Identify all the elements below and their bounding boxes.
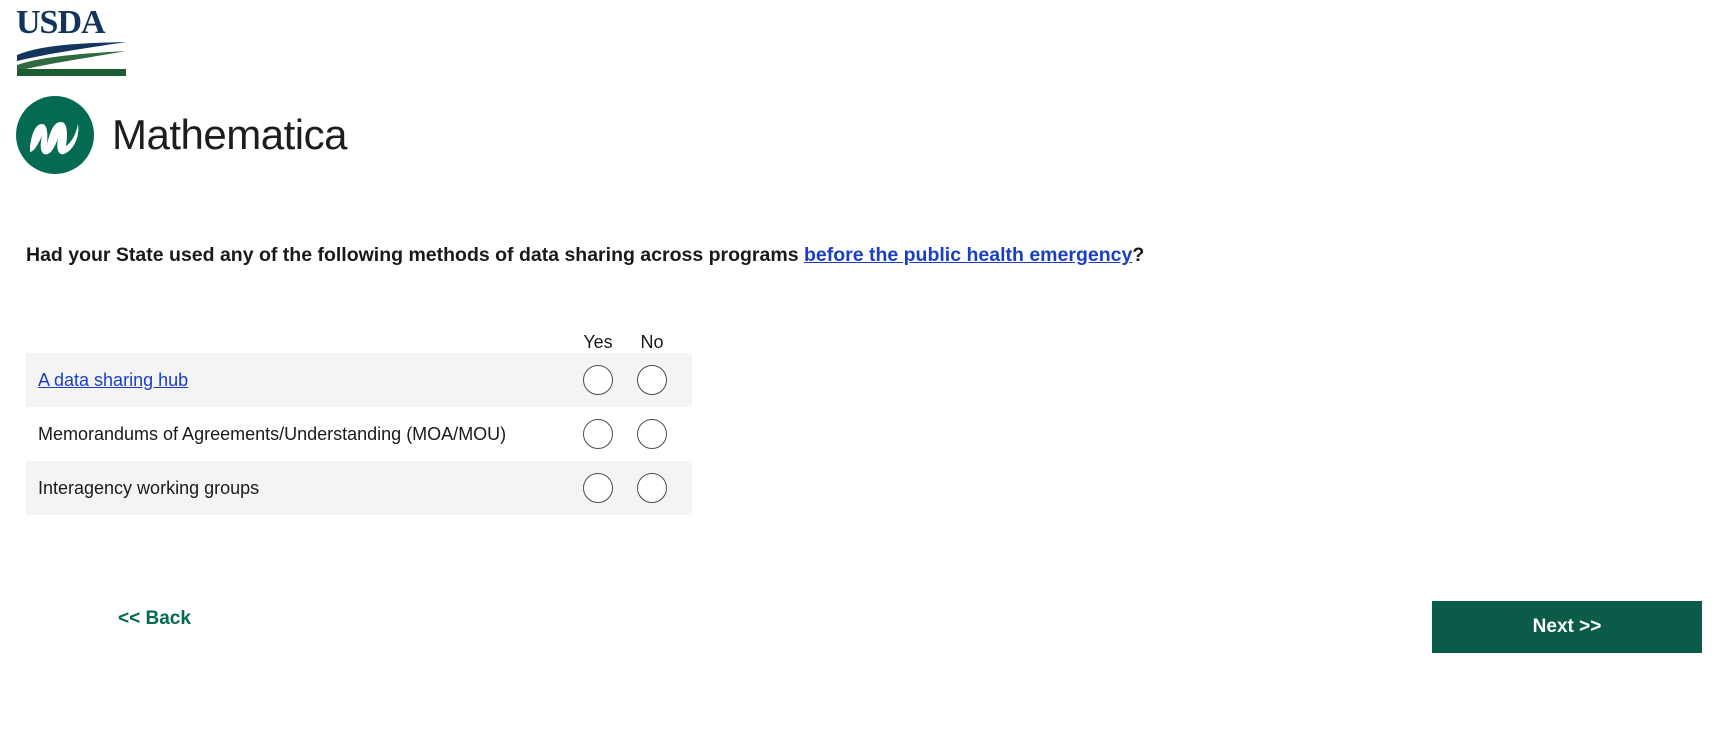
response-grid — [26, 315, 692, 515]
public-health-emergency-link[interactable]: before the public health emergency — [803, 244, 1133, 266]
radio-row0-no[interactable] — [637, 365, 667, 395]
question-text-before: Had your State used any of the following methods of data sharing across programs — [26, 244, 804, 266]
data-sharing-hub-link[interactable]: A data sharing hub — [38, 369, 189, 390]
row-0-yes-cell — [571, 365, 625, 395]
logo-area — [16, 6, 128, 78]
row-1-yes-cell — [571, 419, 625, 449]
row-2-yes-cell — [571, 473, 625, 503]
grid-header-no: No — [640, 332, 664, 352]
next-button[interactable]: Next >> — [1432, 601, 1702, 653]
radio-row1-yes[interactable] — [583, 419, 613, 449]
row-1-no-cell — [625, 419, 679, 449]
table-row — [26, 407, 692, 461]
radio-row2-no[interactable] — [637, 473, 667, 503]
question-text — [26, 242, 1144, 268]
table-row — [26, 353, 692, 407]
radio-row1-no[interactable] — [637, 419, 667, 449]
grid-header-yes: Yes — [583, 332, 613, 352]
usda-logo — [16, 6, 128, 78]
mathematica-mark-icon — [16, 96, 94, 174]
radio-row2-yes[interactable] — [583, 473, 613, 503]
grid-header-row — [26, 315, 692, 353]
radio-row0-yes[interactable] — [583, 365, 613, 395]
usda-wordmark: USDA — [16, 4, 105, 41]
question-text-after: ? — [1132, 244, 1145, 266]
row-0-no-cell — [625, 365, 679, 395]
usda-swoosh-icon — [16, 41, 128, 75]
row-label-2: Interagency working groups — [38, 477, 260, 498]
mathematica-logo — [16, 96, 347, 174]
table-row — [26, 461, 692, 515]
row-2-no-cell — [625, 473, 679, 503]
row-label-0 — [26, 370, 571, 391]
mathematica-wordmark: Mathematica — [112, 111, 347, 158]
row-label-1: Memorandums of Agreements/Understanding (MOA/MOU) — [38, 423, 507, 444]
back-button[interactable]: << Back — [118, 608, 191, 629]
